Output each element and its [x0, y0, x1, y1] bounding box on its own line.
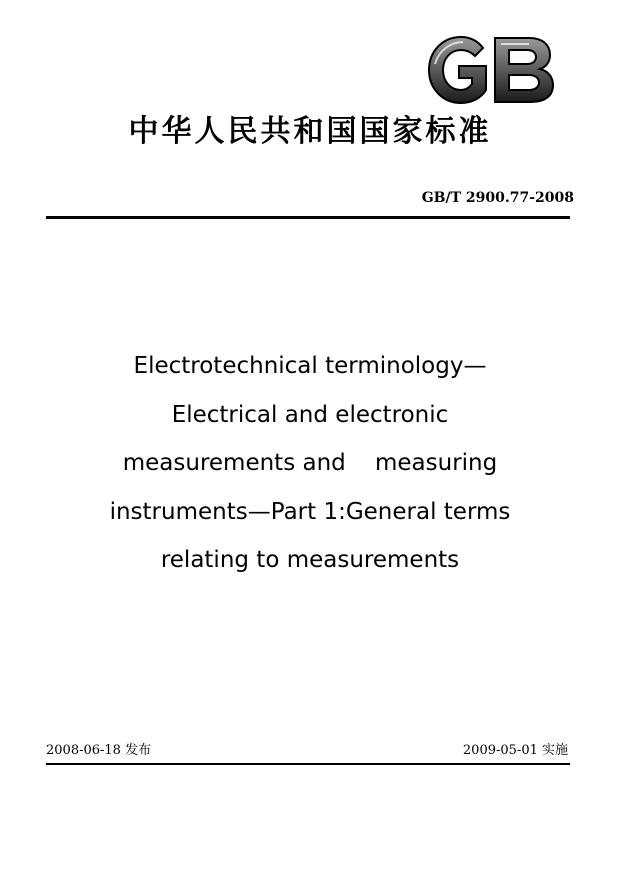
implementation-date: 2009-05-01 实施 — [462, 743, 568, 758]
title-line-3: measurements and measuring — [122, 450, 498, 476]
title-line-1: Electrotechnical terminology— — [133, 353, 487, 379]
title-line-2: Electrical and electronic — [171, 401, 449, 428]
standard-number: GB/T 2900.77-2008 — [421, 190, 574, 206]
issue-date: 2008-06-18 发布 — [46, 743, 152, 758]
title-line-5: relating to measurements — [160, 547, 460, 573]
gb-logo-icon — [425, 34, 557, 106]
header-divider — [46, 216, 570, 219]
national-standard-heading: 中华人民共和国国家标准 — [128, 114, 492, 149]
footer-divider — [46, 763, 570, 765]
title-line-4: instruments—Part 1:General terms — [109, 498, 511, 525]
document-title — [60, 342, 560, 585]
